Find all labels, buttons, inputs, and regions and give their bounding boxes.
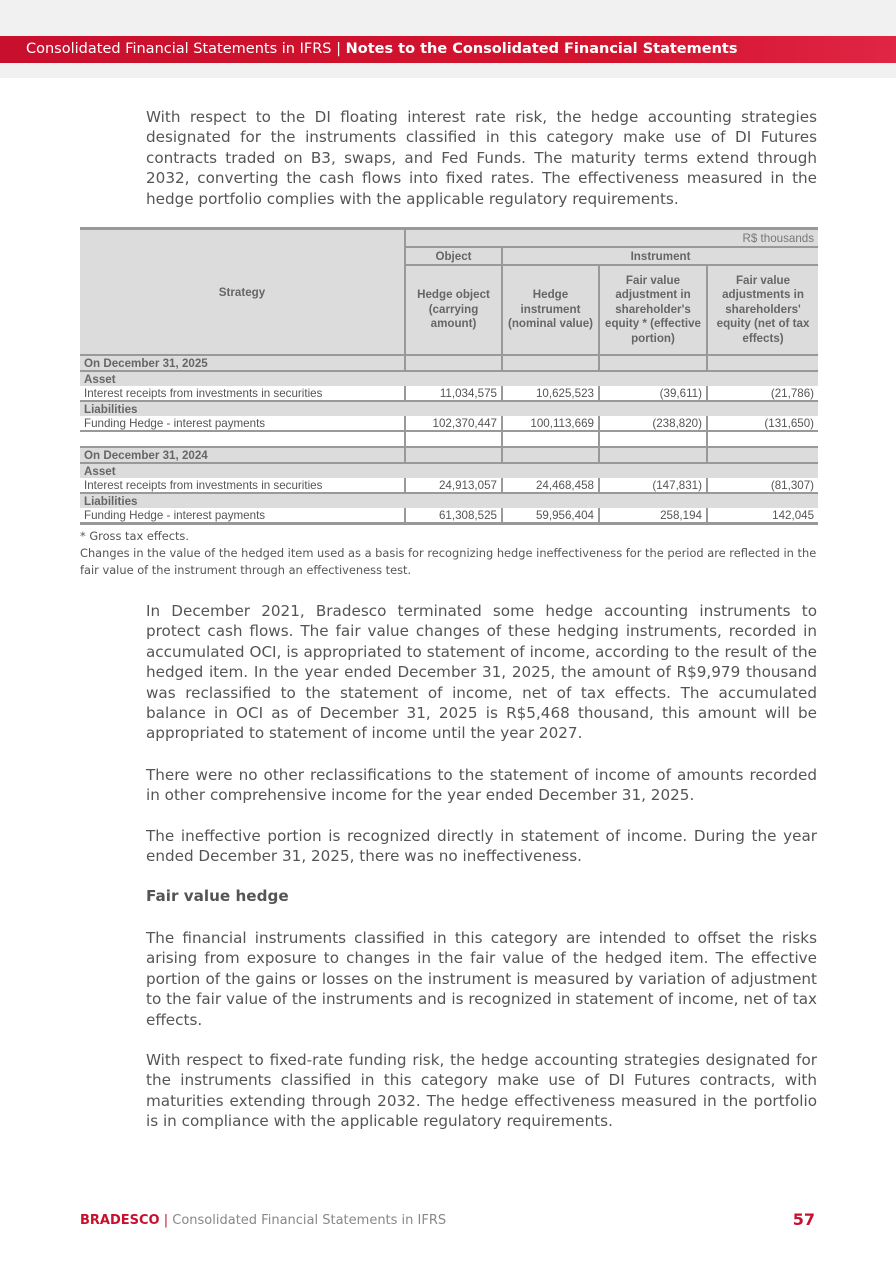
cell-value: (147,831) bbox=[599, 478, 707, 493]
row-name: Interest receipts from investments in securities bbox=[80, 478, 405, 493]
cell-value: 59,956,404 bbox=[502, 508, 599, 524]
header-bar bbox=[0, 36, 896, 63]
cell-value: 61,308,525 bbox=[405, 508, 502, 524]
header-section: Notes to the Consolidated Financial Statements bbox=[345, 41, 738, 57]
footer-brand: BRADESCO bbox=[80, 1213, 160, 1228]
table-row bbox=[80, 478, 818, 493]
paragraph-ineffective-portion: The ineffective portion is recognized directly in statement of income. During the year ended December 31, 2025, there was no ineffectiveness. bbox=[146, 827, 817, 866]
col-hedge-instrument: Hedge instrument (nominal value) bbox=[502, 265, 599, 355]
row-name: Interest receipts from investments in securities bbox=[80, 386, 405, 401]
unit-label: R$ thousands bbox=[405, 229, 818, 248]
table-footnote-changes: Changes in the value of the hedged item used as a basis for recognizing hedge ineffectiveness for the period are reflected in the fair value of the instrument through an effectiveness test. bbox=[80, 546, 817, 577]
table-row bbox=[80, 401, 818, 416]
cell-value: 24,468,458 bbox=[502, 478, 599, 493]
col-hedge-object: Hedge object (carrying amount) bbox=[405, 265, 502, 355]
cell-value: 100,113,669 bbox=[502, 416, 599, 431]
group-object: Object bbox=[405, 247, 502, 265]
footer bbox=[80, 1213, 446, 1228]
cell-value: (238,820) bbox=[599, 416, 707, 431]
group-instrument: Instrument bbox=[502, 247, 818, 265]
table-row bbox=[80, 493, 818, 508]
liabilities-label: Liabilities bbox=[80, 401, 818, 416]
cell-value: (39,611) bbox=[599, 386, 707, 401]
table-row bbox=[80, 371, 818, 386]
cell-value: (131,650) bbox=[707, 416, 818, 431]
table-unit-row bbox=[80, 229, 818, 248]
row-name: Funding Hedge - interest payments bbox=[80, 416, 405, 431]
hedge-table bbox=[80, 227, 818, 525]
footer-title: Consolidated Financial Statements in IFRS bbox=[172, 1213, 447, 1228]
liabilities-label: Liabilities bbox=[80, 493, 818, 508]
header-separator: | bbox=[331, 41, 346, 57]
section-heading-fair-value-hedge: Fair value hedge bbox=[146, 887, 289, 905]
table-footnote-gross: * Gross tax effects. bbox=[80, 529, 189, 543]
cell-value: 258,194 bbox=[599, 508, 707, 524]
asset-label: Asset bbox=[80, 371, 818, 386]
cell-value: 102,370,447 bbox=[405, 416, 502, 431]
period-label: On December 31, 2024 bbox=[80, 447, 405, 463]
paragraph-fv-instruments: The financial instruments classified in this category are intended to offset the risks arising from exposure to changes in the fair value of the hedged item. The effective portion of the gains or losses on the instrument is measured by variation of adjustment to the fair value of the instruments and is recognized in statement of income, net of tax effects. bbox=[146, 929, 817, 1029]
page-number: 57 bbox=[792, 1210, 815, 1229]
cell-value: 11,034,575 bbox=[405, 386, 502, 401]
col-fv-adjustment-effective: Fair value adjustment in shareholder's equity * (effective portion) bbox=[599, 265, 707, 355]
paragraph-no-reclassifications: There were no other reclassifications to the statement of income of amounts recorded in other comprehensive income for the year ended December 31, 2025. bbox=[146, 766, 817, 805]
row-name: Funding Hedge - interest payments bbox=[80, 508, 405, 524]
cell-value: (81,307) bbox=[707, 478, 818, 493]
table-row bbox=[80, 355, 818, 371]
cell-value: (21,786) bbox=[707, 386, 818, 401]
paragraph-hedge-termination: In December 2021, Bradesco terminated some hedge accounting instruments to protect cash flows. The fair value changes of these hedging instruments, recorded in accumulated OCI, is appropriated to statement of income, according to the result of the hedged item. In the year ended December 31, 2025, the amount of R$9,979 thousand was reclassified to the statement of income, net of tax effects. The accumulated balance in OCI as of December 31, 2025 is R$5,468 thousand, this amount will be appropriated to statement of income until the year 2027. bbox=[146, 602, 817, 743]
paragraph-fixed-rate-risk: With respect to fixed-rate funding risk, the hedge accounting strategies designated for the instruments classified in this category make use of DI Futures contracts, with maturities extending through 2032. The hedge effectiveness measured in the portfolio is in compliance with the applicable regulatory requirements. bbox=[146, 1051, 817, 1131]
cell-value: 24,913,057 bbox=[405, 478, 502, 493]
table-row bbox=[80, 386, 818, 401]
footer-separator: | bbox=[159, 1213, 173, 1228]
period-label: On December 31, 2025 bbox=[80, 355, 405, 371]
asset-label: Asset bbox=[80, 463, 818, 478]
col-fv-adjustment-net: Fair value adjustments in shareholders' equity (net of tax effects) bbox=[707, 265, 818, 355]
table-row bbox=[80, 463, 818, 478]
header-prefix: Consolidated Financial Statements in IFRS bbox=[26, 41, 332, 57]
header-text bbox=[26, 41, 737, 57]
table-row bbox=[80, 508, 818, 524]
table-row bbox=[80, 447, 818, 463]
strategy-header: Strategy bbox=[80, 229, 405, 356]
table-spacer-row bbox=[80, 431, 818, 447]
cell-value: 142,045 bbox=[707, 508, 818, 524]
intro-paragraph: With respect to the DI floating interest rate risk, the hedge accounting strategies designated for the instruments classified in this category make use of DI Futures contracts traded on B3, swaps, and Fed Funds. The maturity terms extend through 2032, converting the cash flows into fixed rates. The effectiveness measured in the hedge portfolio complies with the applicable regulatory requirements. bbox=[146, 108, 817, 208]
cell-value: 10,625,523 bbox=[502, 386, 599, 401]
table-row bbox=[80, 416, 818, 431]
